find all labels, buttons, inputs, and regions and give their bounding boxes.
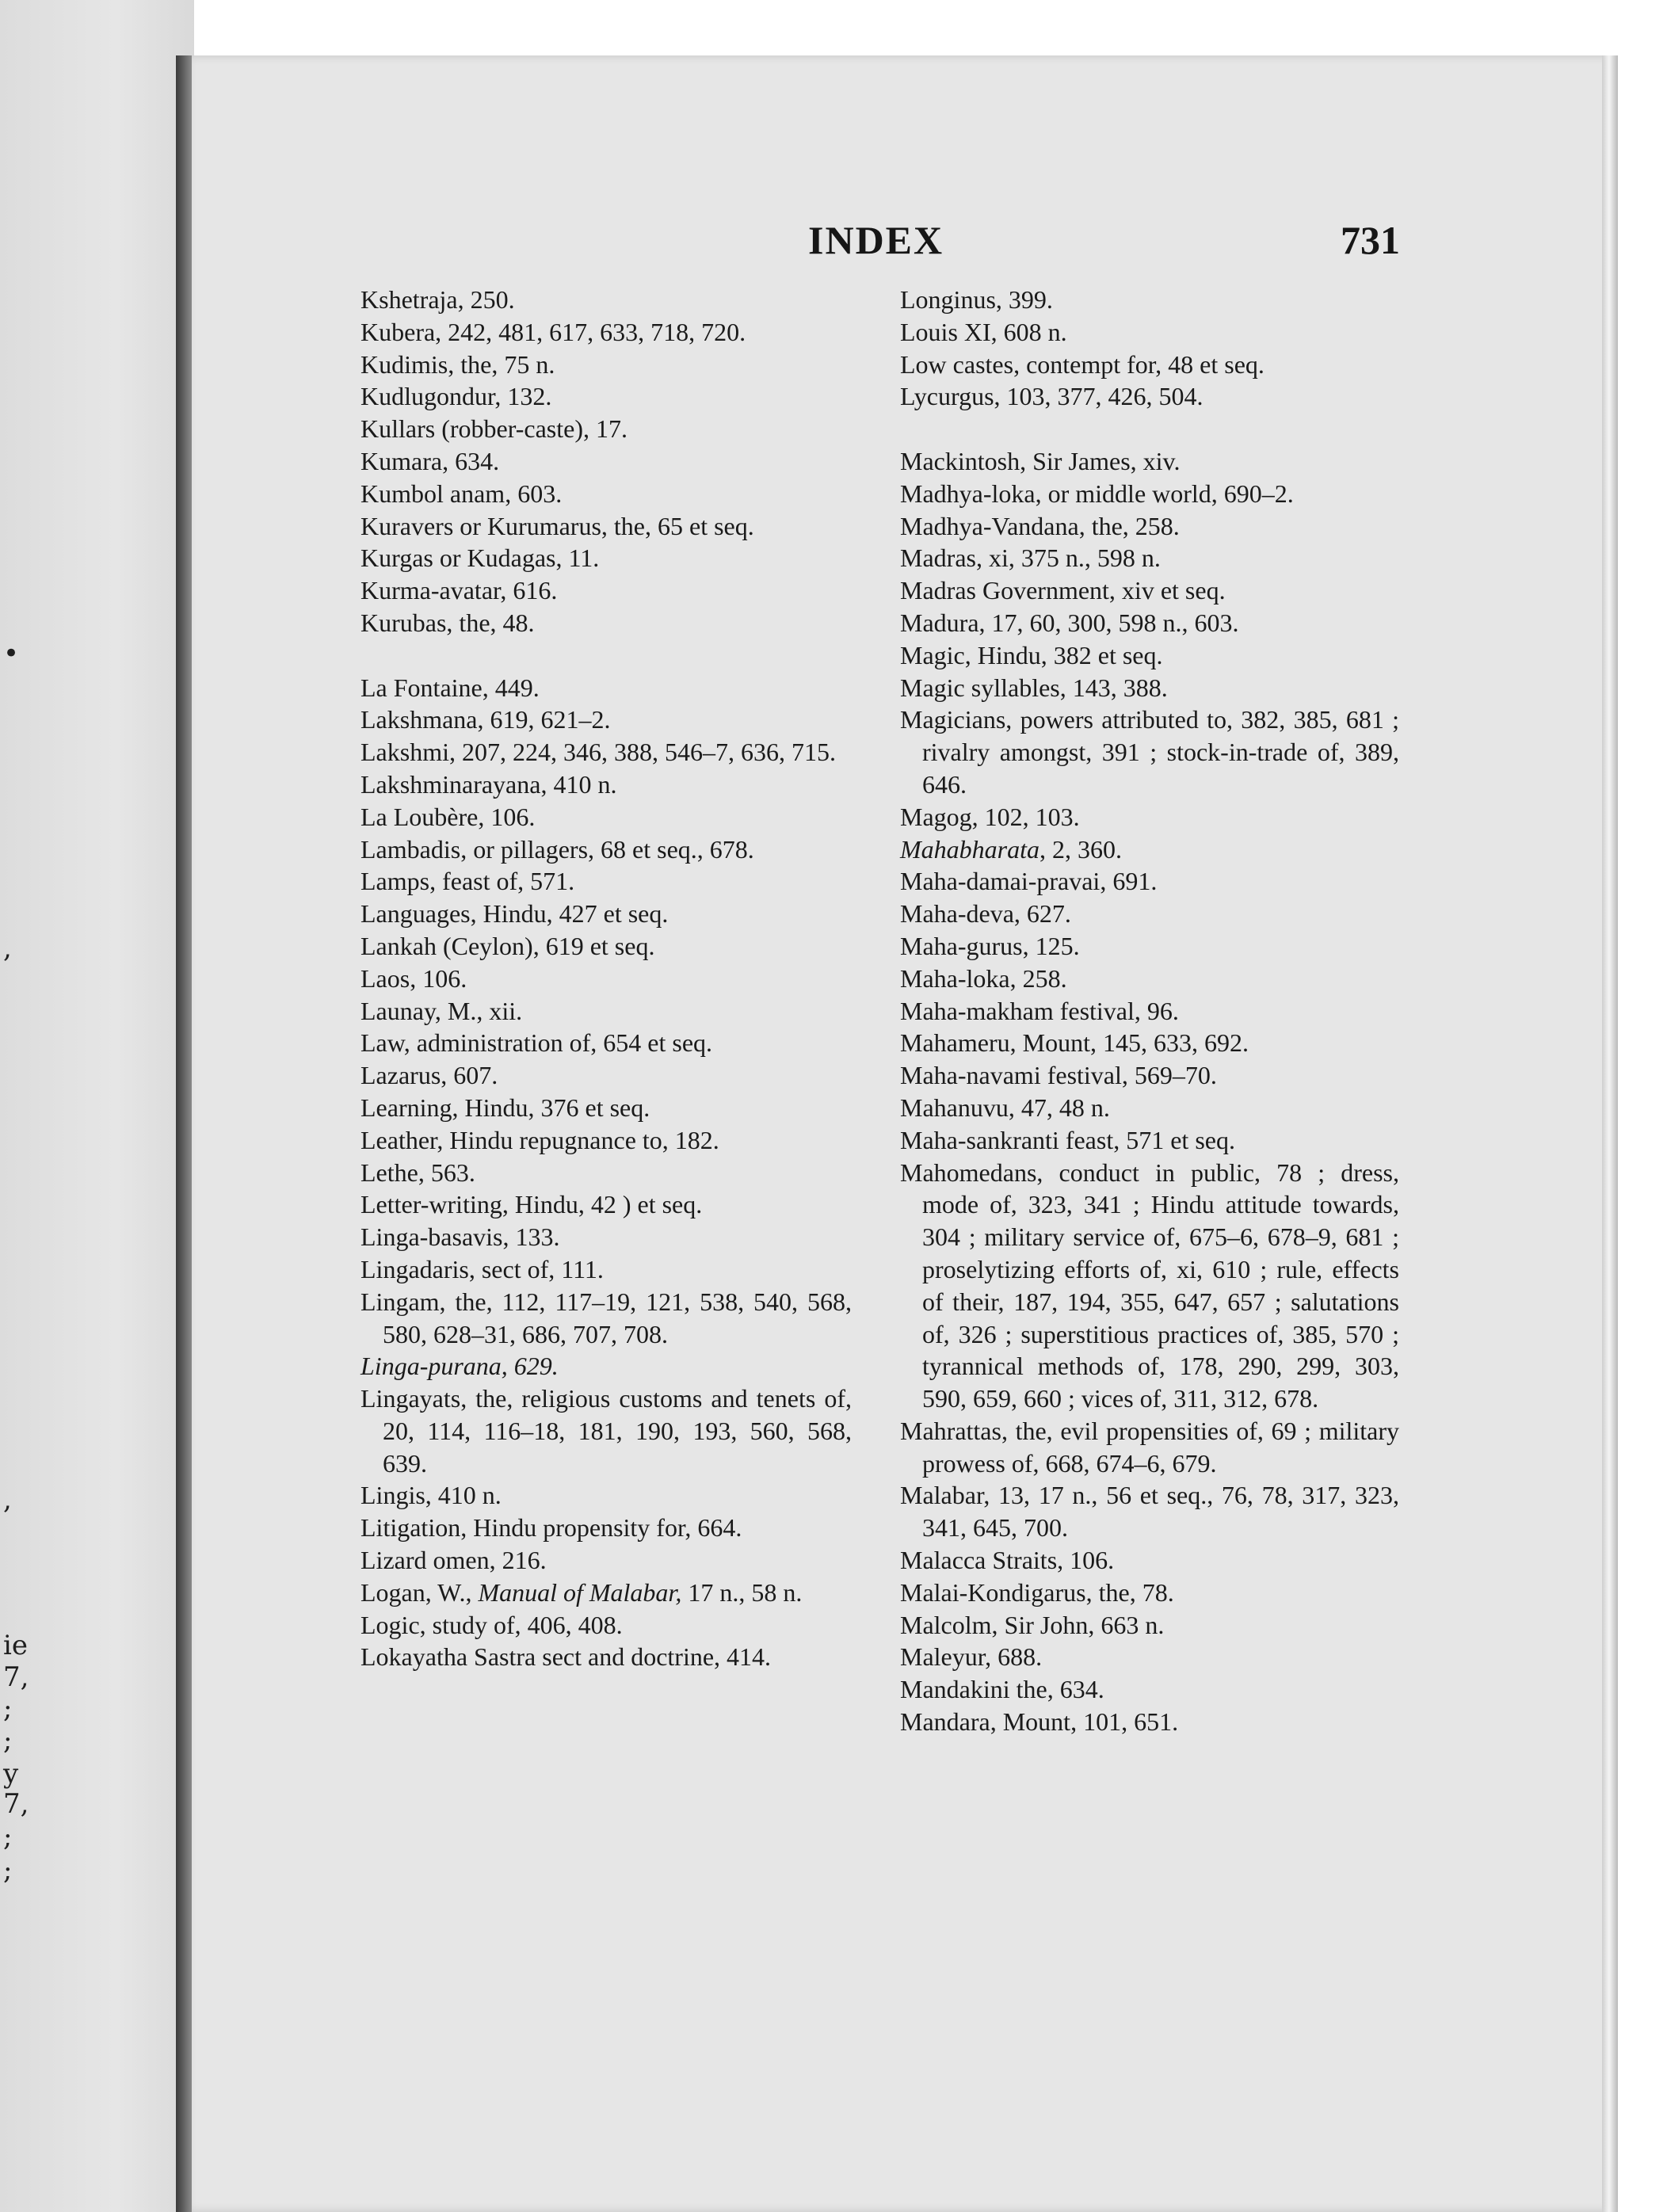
index-entry: Kubera, 242, 481, 617, 633, 718, 720. [360, 317, 746, 346]
index-entry: Kullars (robber-caste), 17. [360, 414, 628, 444]
index-entry: Maha-deva, 627. [900, 899, 1071, 929]
index-entry: La Loubère, 106. [360, 802, 536, 831]
index-entry: Maha-damai-pravai, 691. [900, 867, 1158, 896]
index-entry: Kudlugondur, 132. [360, 382, 552, 411]
facing-page-fragment: ; [3, 1693, 13, 1725]
facing-page-sliver [0, 0, 194, 2212]
index-entry: La Fontaine, 449. [360, 673, 540, 702]
index-entry: Law, administration of, 654 et seq. [360, 1028, 713, 1058]
index-entry: Lakshminarayana, 410 n. [360, 769, 617, 799]
index-column-right [900, 284, 1399, 1738]
index-entry: Lingam, the, 112, 117–19, 121, 538, 540, 568, 580, 628–31, 686, 707, 708. [360, 1287, 852, 1348]
index-entry: Litigation, Hindu propensity for, 664. [360, 1513, 742, 1543]
index-entry: Kurubas, the, 48. [360, 608, 535, 637]
index-entry: Madhya-Vandana, the, 258. [900, 511, 1180, 540]
index-entry: Lazarus, 607. [360, 1061, 498, 1090]
index-entry: Kuravers or Kurumarus, the, 65 et seq. [360, 511, 754, 540]
index-entry: Magic, Hindu, 382 et seq. [900, 640, 1163, 669]
index-entry: Logic, study of, 406, 408. [360, 1610, 623, 1639]
index-entry: Mahameru, Mount, 145, 633, 692. [900, 1028, 1249, 1058]
index-entry: Malcolm, Sir John, 663 n. [900, 1610, 1165, 1639]
facing-page-fragment: ; [3, 1855, 13, 1886]
index-entry: Kumara, 634. [360, 446, 500, 475]
index-entry: Maleyur, 688. [900, 1642, 1043, 1672]
index-entry: Learning, Hindu, 376 et seq. [360, 1093, 650, 1122]
index-entry: Maha-makham festival, 96. [900, 996, 1179, 1025]
index-entry: Madura, 17, 60, 300, 598 n., 603. [900, 608, 1239, 637]
index-entry: Magic syllables, 143, 388. [900, 673, 1168, 702]
facing-page-fragment: , [3, 1484, 12, 1516]
index-entry: Lankah (Ceylon), 619 et seq. [360, 931, 655, 960]
facing-page-fragment: ; [3, 1821, 13, 1853]
facing-page-marks [0, 0, 29, 2212]
index-entry: Mahrattas, the, evil propensities of, 69 ; military prowess of, 668, 674–6, 679. [900, 1416, 1399, 1478]
book-title: Mahabharata [900, 834, 1039, 864]
running-head: INDEX [808, 218, 944, 262]
index-entry: Lingadaris, sect of, 111. [360, 1254, 604, 1283]
index-entry: Lokayatha Sastra sect and doctrine, 414. [360, 1642, 772, 1672]
facing-page-fragment: , [3, 932, 12, 964]
index-entry: Logan, W., Manual of Malabar, 17 n., 58 n. [360, 1577, 803, 1607]
index-entry: Lakshmana, 619, 621–2. [360, 705, 611, 734]
page-edge [1602, 55, 1618, 2212]
index-entry: Low castes, contempt for, 48 et seq. [900, 349, 1265, 379]
facing-page-fragment: 7, [3, 1661, 29, 1693]
book-title: Manual of Malabar, [478, 1577, 682, 1607]
index-entry: Maha-navami festival, 569–70. [900, 1061, 1217, 1090]
index-entry: Malai-Kondigarus, the, 78. [900, 1577, 1174, 1607]
index-entry: Lingayats, the, religious customs and tenets of, 20, 114, 116–18, 181, 190, 193, 560, 568, 639. [360, 1384, 852, 1478]
index-entry: Lamps, feast of, 571. [360, 867, 575, 896]
index-entry: Mandakini the, 634. [900, 1675, 1104, 1704]
index-entry: Laos, 106. [360, 963, 467, 993]
index-entry: Magog, 102, 103. [900, 802, 1080, 831]
index-entry: Maha-gurus, 125. [900, 931, 1080, 960]
index-entry: Lycurgus, 103, 377, 426, 504. [900, 382, 1204, 411]
index-entry: Mandara, Mount, 101, 651. [900, 1707, 1179, 1737]
index-entry: Mahomedans, conduct in public, 78 ; dress, mode of, 323, 341 ; Hindu attitude towards, 304 ; military service of, 675–6, 678–9, 681 ; proselytizing efforts of, xi, 610 ; rule, effects of their, 187, 194, 355, 647, 657 ; salutations of, 326 ; superstitious practices of, 385, 570 ; tyrannical methods of, 178, 290, 299, 303, 590, 659, 660 ; vices of, 311, 312, 678. [900, 1157, 1399, 1413]
index-entry: Kshetraja, 250. [360, 285, 515, 314]
index-entry: Madras Government, xiv et seq. [900, 576, 1226, 605]
index-entry: Letter-writing, Hindu, 42 ) et seq. [360, 1190, 703, 1219]
index-entry: Linga-basavis, 133. [360, 1222, 560, 1252]
facing-page-fragment: ie [3, 1630, 28, 1661]
index-entry: Languages, Hindu, 427 et seq. [360, 899, 669, 929]
index-entry: Mahanuvu, 47, 48 n. [900, 1093, 1110, 1122]
index-entry: Madhya-loka, or middle world, 690–2. [900, 479, 1294, 508]
index-entry: Mackintosh, Sir James, xiv. [900, 446, 1181, 475]
index-entry: Leather, Hindu repugnance to, 182. [360, 1125, 719, 1154]
facing-page-fragment: ; [3, 1725, 13, 1756]
index-entry: Kudimis, the, 75 n. [360, 349, 555, 379]
index-entry: Magicians, powers attributed to, 382, 385, 681 ; rivalry amongst, 391 ; stock-in-trade of, 389, 646. [900, 705, 1399, 799]
index-entry: Lizard omen, 216. [360, 1546, 547, 1575]
index-entry: Launay, M., xii. [360, 996, 523, 1025]
index-entry: Linga-purana, 629. [360, 1352, 559, 1381]
page-number: 731 [1341, 218, 1400, 262]
index-entry: Longinus, 399. [900, 285, 1053, 314]
index-entry: Lethe, 563. [360, 1157, 475, 1187]
index-entry: Maha-loka, 258. [900, 963, 1067, 993]
facing-page-fragment: • [3, 638, 20, 669]
index-entry: Malabar, 13, 17 n., 56 et seq., 76, 78, 317, 323, 341, 645, 700. [900, 1481, 1399, 1543]
index-entry: Kumbol anam, 603. [360, 479, 563, 508]
index-entry: Malacca Straits, 106. [900, 1546, 1115, 1575]
facing-page-fragment: y [3, 1758, 19, 1790]
index-entry: Kurma-avatar, 616. [360, 576, 558, 605]
index-entry: Maha-sankranti feast, 571 et seq. [900, 1125, 1235, 1154]
index-entry: Mahabharata, 2, 360. [900, 834, 1122, 864]
index-entry: Louis XI, 608 n. [900, 317, 1067, 346]
facing-page-fragment: 7, [3, 1788, 29, 1820]
index-entry: Madras, xi, 375 n., 598 n. [900, 543, 1161, 573]
index-entry: Lakshmi, 207, 224, 346, 388, 546–7, 636, 715. [360, 738, 836, 767]
book-gutter [176, 55, 192, 2212]
index-entry: Lambadis, or pillagers, 68 et seq., 678. [360, 834, 754, 864]
index-column-left [360, 284, 852, 1673]
index-entry: Lingis, 410 n. [360, 1481, 502, 1510]
index-entry: Kurgas or Kudagas, 11. [360, 543, 600, 573]
